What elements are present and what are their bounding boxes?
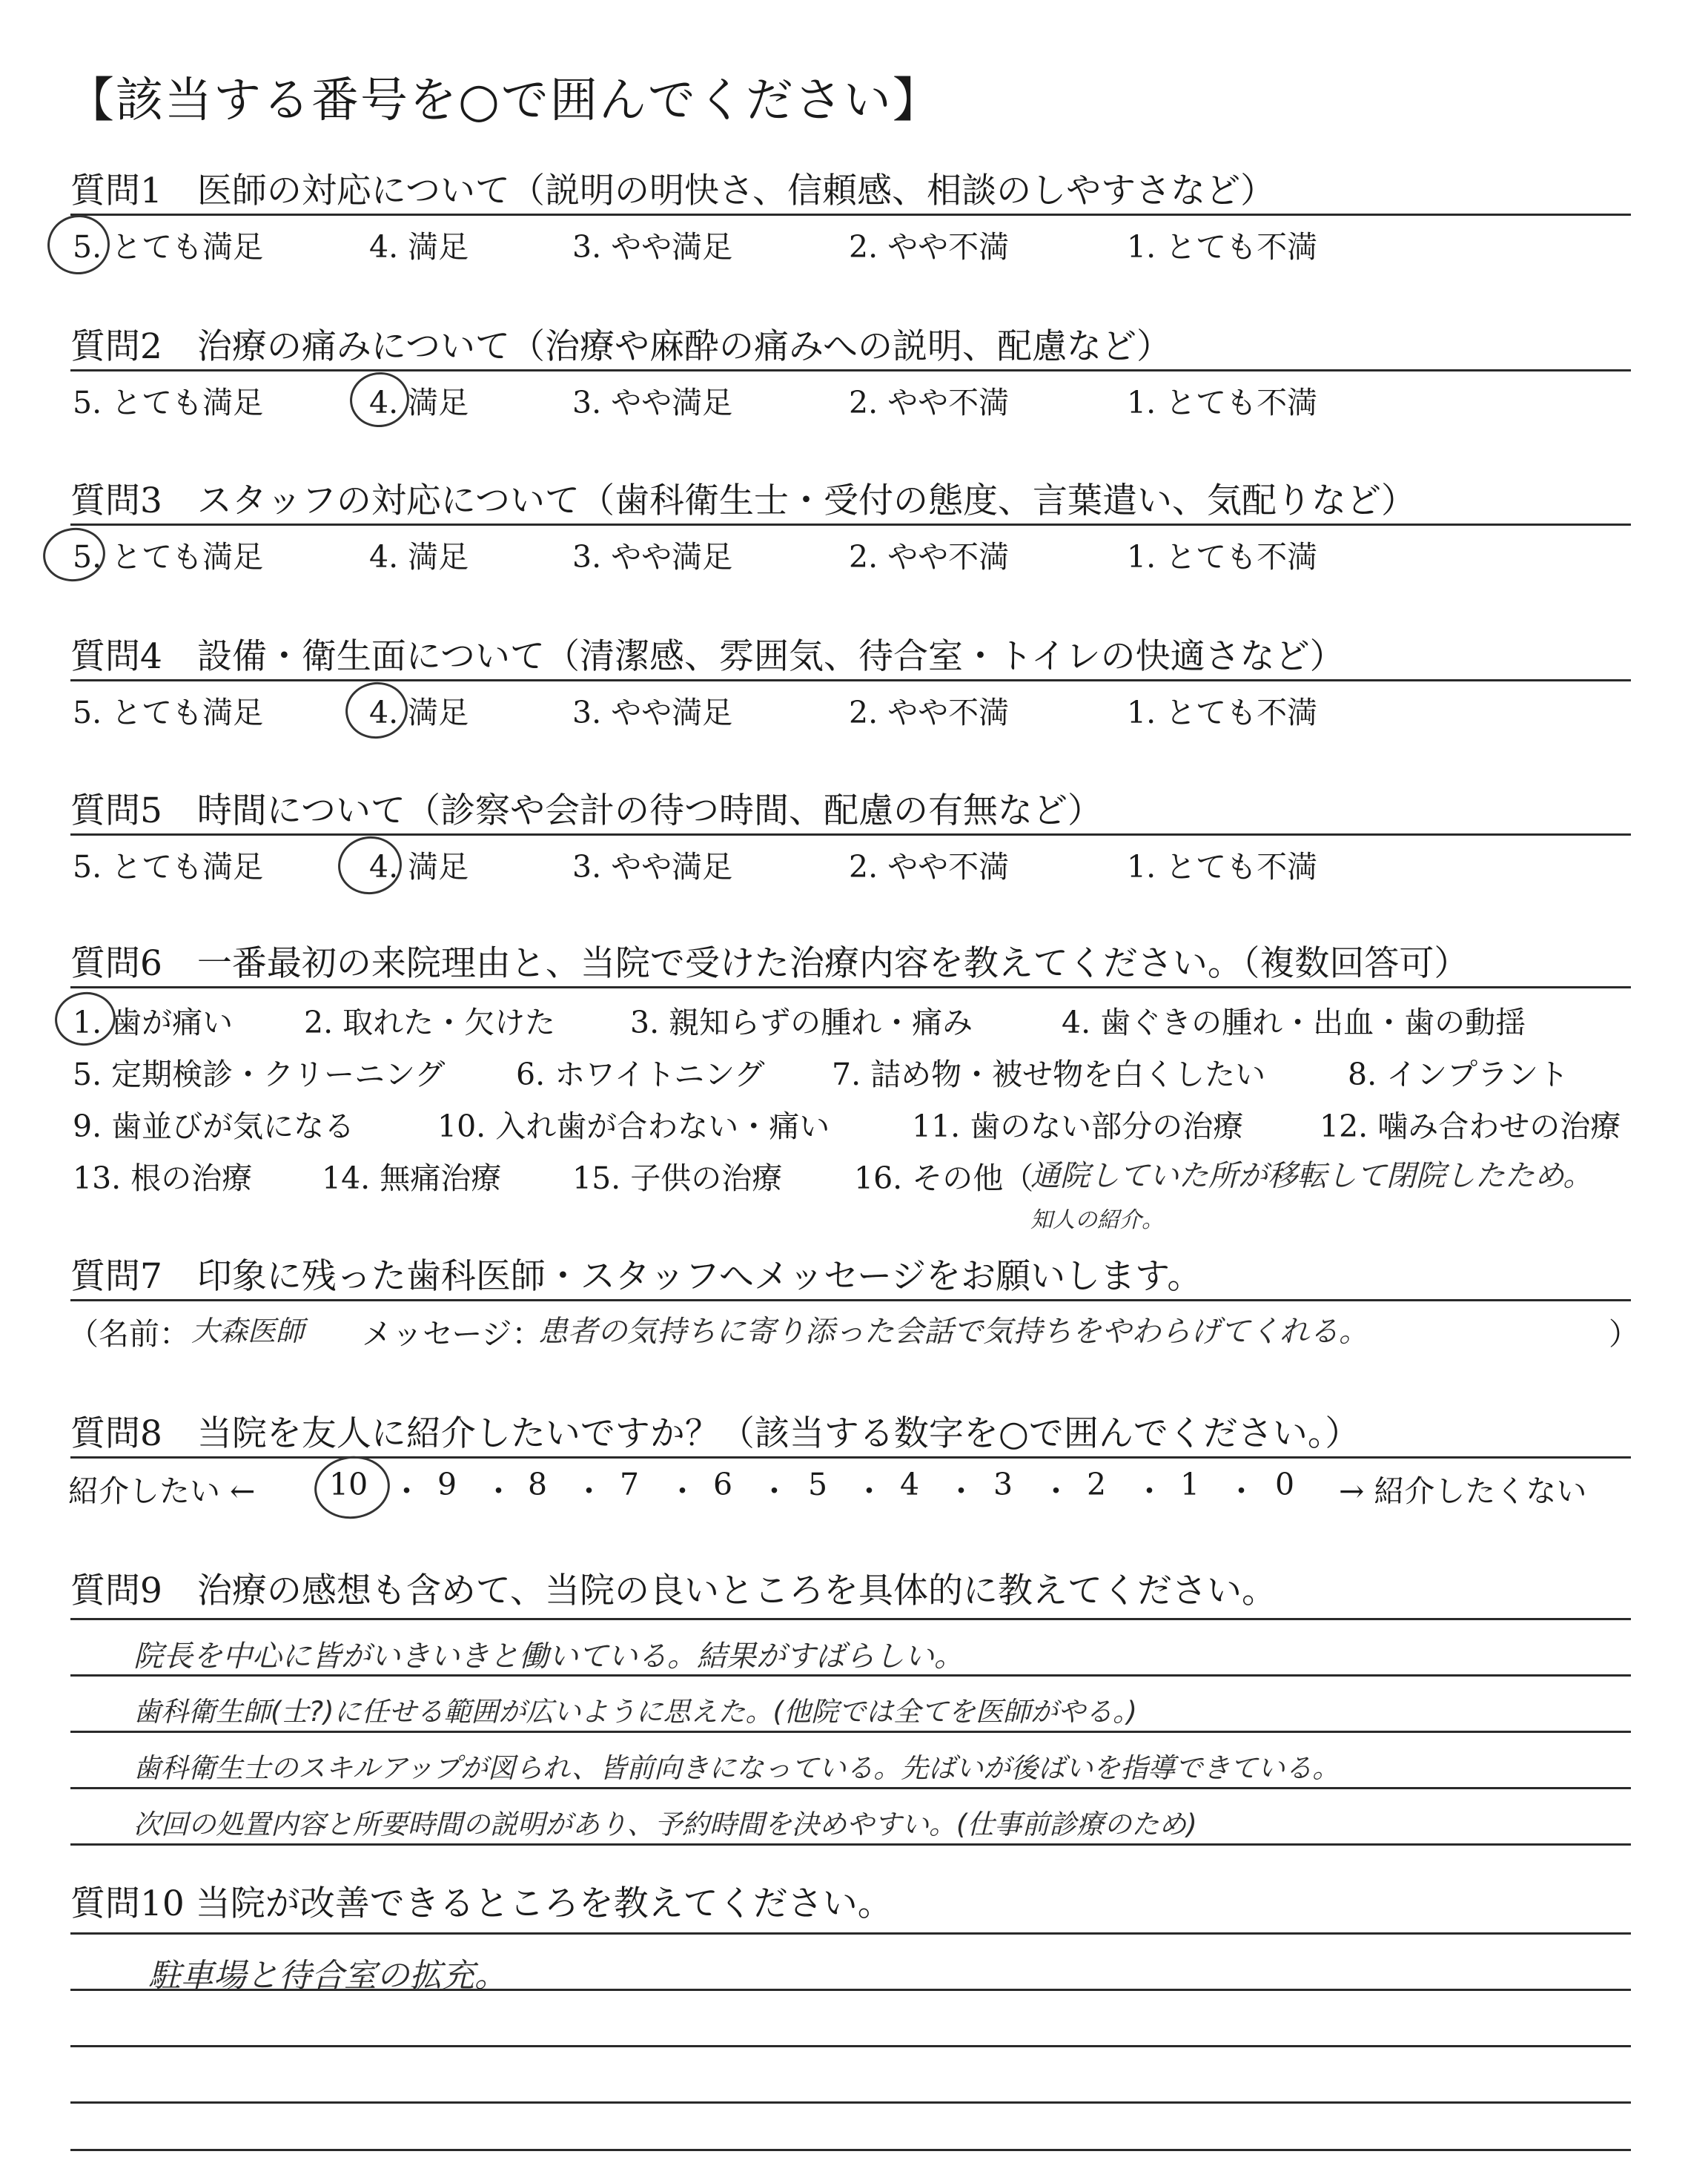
q4-option-5[interactable]: 5. とても満足: [73, 695, 264, 730]
divider: [70, 1456, 1631, 1459]
q8-separator: ・: [1041, 1473, 1071, 1509]
q6-option-7[interactable]: 7. 詰め物・被せ物を白くしたい: [832, 1057, 1266, 1092]
q2-option-1[interactable]: 1. とても不満: [1127, 385, 1318, 420]
q8-score-9[interactable]: 9: [437, 1467, 457, 1502]
q8-separator: ・: [483, 1473, 514, 1509]
q8-separator: ・: [854, 1473, 884, 1509]
q6-option-8[interactable]: 8. インプラント: [1348, 1057, 1569, 1092]
q4-option-3[interactable]: 3. やや満足: [572, 695, 733, 730]
q6-option-15[interactable]: 15. 子供の治療: [572, 1160, 783, 1196]
q8-separator: ・: [667, 1473, 698, 1509]
q6-option-4[interactable]: 4. 歯ぐきの腫れ・出血・歯の動揺: [1062, 1005, 1526, 1040]
q2-option-2[interactable]: 2. やや不満: [849, 385, 1010, 420]
q6-other-answer-1: 通院していた所が移転して閉院したため。: [1030, 1159, 1593, 1193]
q6-option-9[interactable]: 9. 歯並びが気になる: [73, 1109, 355, 1144]
question-2-label: 質問2 治療の痛みについて（治療や麻酔の痛みへの説明、配慮など）: [70, 326, 1172, 367]
q9-answer-line-1[interactable]: 院長を中心に皆がいきいきと働いている。結果がすばらしい。: [133, 1639, 964, 1674]
question-6-label: 質問6 一番最初の来院理由と、当院で受けた治療内容を教えてください。（複数回答可）: [70, 943, 1469, 984]
q8-separator: ・: [1134, 1473, 1165, 1509]
q4-option-2[interactable]: 2. やや不満: [849, 695, 1010, 730]
q1-option-4[interactable]: 4. 満足: [369, 229, 469, 265]
q8-score-7[interactable]: 7: [620, 1467, 640, 1502]
q1-option-5[interactable]: 5. とても満足: [73, 229, 264, 265]
q8-score-4[interactable]: 4: [900, 1467, 920, 1502]
q8-score-8[interactable]: 8: [528, 1467, 548, 1502]
q4-option-1[interactable]: 1. とても不満: [1127, 695, 1318, 730]
question-9-label: 質問9 治療の感想も含めて、当院の良いところを具体的に教えてください。: [70, 1571, 1277, 1611]
q8-score-10[interactable]: 10: [329, 1467, 368, 1502]
q5-option-1[interactable]: 1. とても不満: [1127, 849, 1318, 885]
q6-option-14[interactable]: 14. 無痛治療: [322, 1160, 502, 1196]
divider: [70, 986, 1631, 988]
q6-option-3[interactable]: 3. 親知らずの腫れ・痛み: [630, 1005, 973, 1040]
q9-answer-line-4[interactable]: 次回の処置内容と所要時間の説明があり、予約時間を決めやすい。(仕事前診療のため): [133, 1809, 1197, 1840]
q2-option-4[interactable]: 4. 満足: [369, 385, 469, 420]
q3-option-4[interactable]: 4. 満足: [369, 539, 469, 575]
answer-line: [70, 1731, 1631, 1733]
q8-left-label: 紹介したい ←: [68, 1473, 256, 1509]
q10-answer-line-1[interactable]: 駐車場と待合室の拡充。: [148, 1957, 507, 1995]
q5-option-3[interactable]: 3. やや満足: [572, 849, 733, 885]
question-10-label: 質問10 当院が改善できるところを教えてください。: [70, 1883, 893, 1924]
q4-option-4[interactable]: 4. 満足: [369, 695, 469, 730]
q6-option-2[interactable]: 2. 取れた・欠けた: [304, 1005, 556, 1040]
question-1-label: 質問1 医師の対応について（説明の明快さ、信頼感、相談のしやすさなど）: [70, 171, 1276, 211]
answer-line: [70, 1932, 1631, 1935]
q8-score-2[interactable]: 2: [1087, 1467, 1107, 1502]
q7-close-paren: ）: [1609, 1316, 1639, 1352]
divider: [70, 214, 1631, 216]
q6-other-answer-2: 知人の紹介。: [1030, 1207, 1164, 1233]
q7-message-value[interactable]: 患者の気持ちに寄り添った会話で気持ちをやわらげてくれる。: [538, 1315, 1368, 1349]
q6-option-16[interactable]: 16. その他（: [854, 1160, 1034, 1196]
q3-option-1[interactable]: 1. とても不満: [1127, 539, 1318, 575]
q3-option-3[interactable]: 3. やや満足: [572, 539, 733, 575]
q1-option-3[interactable]: 3. やや満足: [572, 229, 733, 265]
q8-separator: ・: [391, 1473, 422, 1509]
question-5-label: 質問5 時間について（診察や会計の待つ時間、配慮の有無など）: [70, 790, 1102, 831]
q9-answer-line-3[interactable]: 歯科衛生士のスキルアップが図られ、皆前向きになっている。先ばいが後ばいを指導できている。: [133, 1752, 1340, 1784]
q3-option-2[interactable]: 2. やや不満: [849, 539, 1010, 575]
q8-score-1[interactable]: 1: [1180, 1467, 1200, 1502]
q1-selection-circle: [44, 211, 113, 279]
q8-score-5[interactable]: 5: [808, 1467, 828, 1502]
q8-right-label: → 紹介したくない: [1339, 1473, 1587, 1509]
q7-name-label: （名前：: [68, 1316, 190, 1352]
divider: [70, 369, 1631, 371]
question-4-label: 質問4 設備・衛生面について（清潔感、雰囲気、待合室・トイレの快適さなど）: [70, 636, 1345, 677]
q8-score-0[interactable]: 0: [1275, 1467, 1295, 1502]
q8-separator: ・: [574, 1473, 604, 1509]
q2-option-3[interactable]: 3. やや満足: [572, 385, 733, 420]
q8-separator: ・: [1226, 1473, 1257, 1509]
answer-line: [70, 2101, 1631, 2104]
q5-option-2[interactable]: 2. やや不満: [849, 849, 1010, 885]
answer-line: [70, 1843, 1631, 1846]
question-7-label: 質問7 印象に残った歯科医師・スタッフへメッセージをお願いします。: [70, 1256, 1202, 1297]
q9-answer-line-2[interactable]: 歯科衛生師(士?)に任せる範囲が広いように思えた。(他院では全てを医師がやる。): [133, 1696, 1137, 1728]
q8-separator: ・: [946, 1473, 976, 1509]
divider: [70, 1299, 1631, 1301]
q3-option-5[interactable]: 5. とても満足: [73, 539, 264, 575]
answer-line: [70, 2149, 1631, 2151]
q8-score-3[interactable]: 3: [993, 1467, 1013, 1502]
q5-option-4[interactable]: 4. 満足: [369, 849, 469, 885]
q8-score-6[interactable]: 6: [713, 1467, 733, 1502]
q1-option-1[interactable]: 1. とても不満: [1127, 229, 1318, 265]
q5-option-5[interactable]: 5. とても満足: [73, 849, 264, 885]
q6-option-6[interactable]: 6. ホワイトニング: [516, 1057, 765, 1092]
q1-option-2[interactable]: 2. やや不満: [849, 229, 1010, 265]
q2-option-5[interactable]: 5. とても満足: [73, 385, 264, 420]
divider: [70, 833, 1631, 836]
q6-option-1[interactable]: 1. 歯が痛い: [73, 1005, 234, 1040]
answer-line: [70, 1618, 1631, 1620]
q7-message-label: メッセージ：: [362, 1316, 543, 1352]
q6-option-10[interactable]: 10. 入れ歯が合わない・痛い: [437, 1109, 830, 1144]
q8-selection-circle: [311, 1451, 394, 1523]
divider: [70, 524, 1631, 526]
question-3-label: 質問3 スタッフの対応について（歯科衛生士・受付の態度、言葉遣い、気配りなど）: [70, 480, 1416, 521]
answer-line: [70, 2045, 1631, 2047]
question-8-label: 質問8 当院を友人に紹介したいですか？（該当する数字を○で囲んでください。）: [70, 1413, 1360, 1454]
answer-line: [70, 1787, 1631, 1789]
q6-option-11[interactable]: 11. 歯のない部分の治療: [912, 1109, 1244, 1144]
q7-name-value[interactable]: 大森医師: [191, 1315, 305, 1347]
q6-option-13[interactable]: 13. 根の治療: [73, 1160, 253, 1196]
q6-option-5[interactable]: 5. 定期検診・クリーニング: [73, 1057, 446, 1092]
divider: [70, 679, 1631, 681]
q6-option-12[interactable]: 12. 噛み合わせの治療: [1320, 1109, 1621, 1144]
q8-separator: ・: [759, 1473, 790, 1509]
page-title: 【該当する番号を○で囲んでください】: [67, 73, 941, 128]
